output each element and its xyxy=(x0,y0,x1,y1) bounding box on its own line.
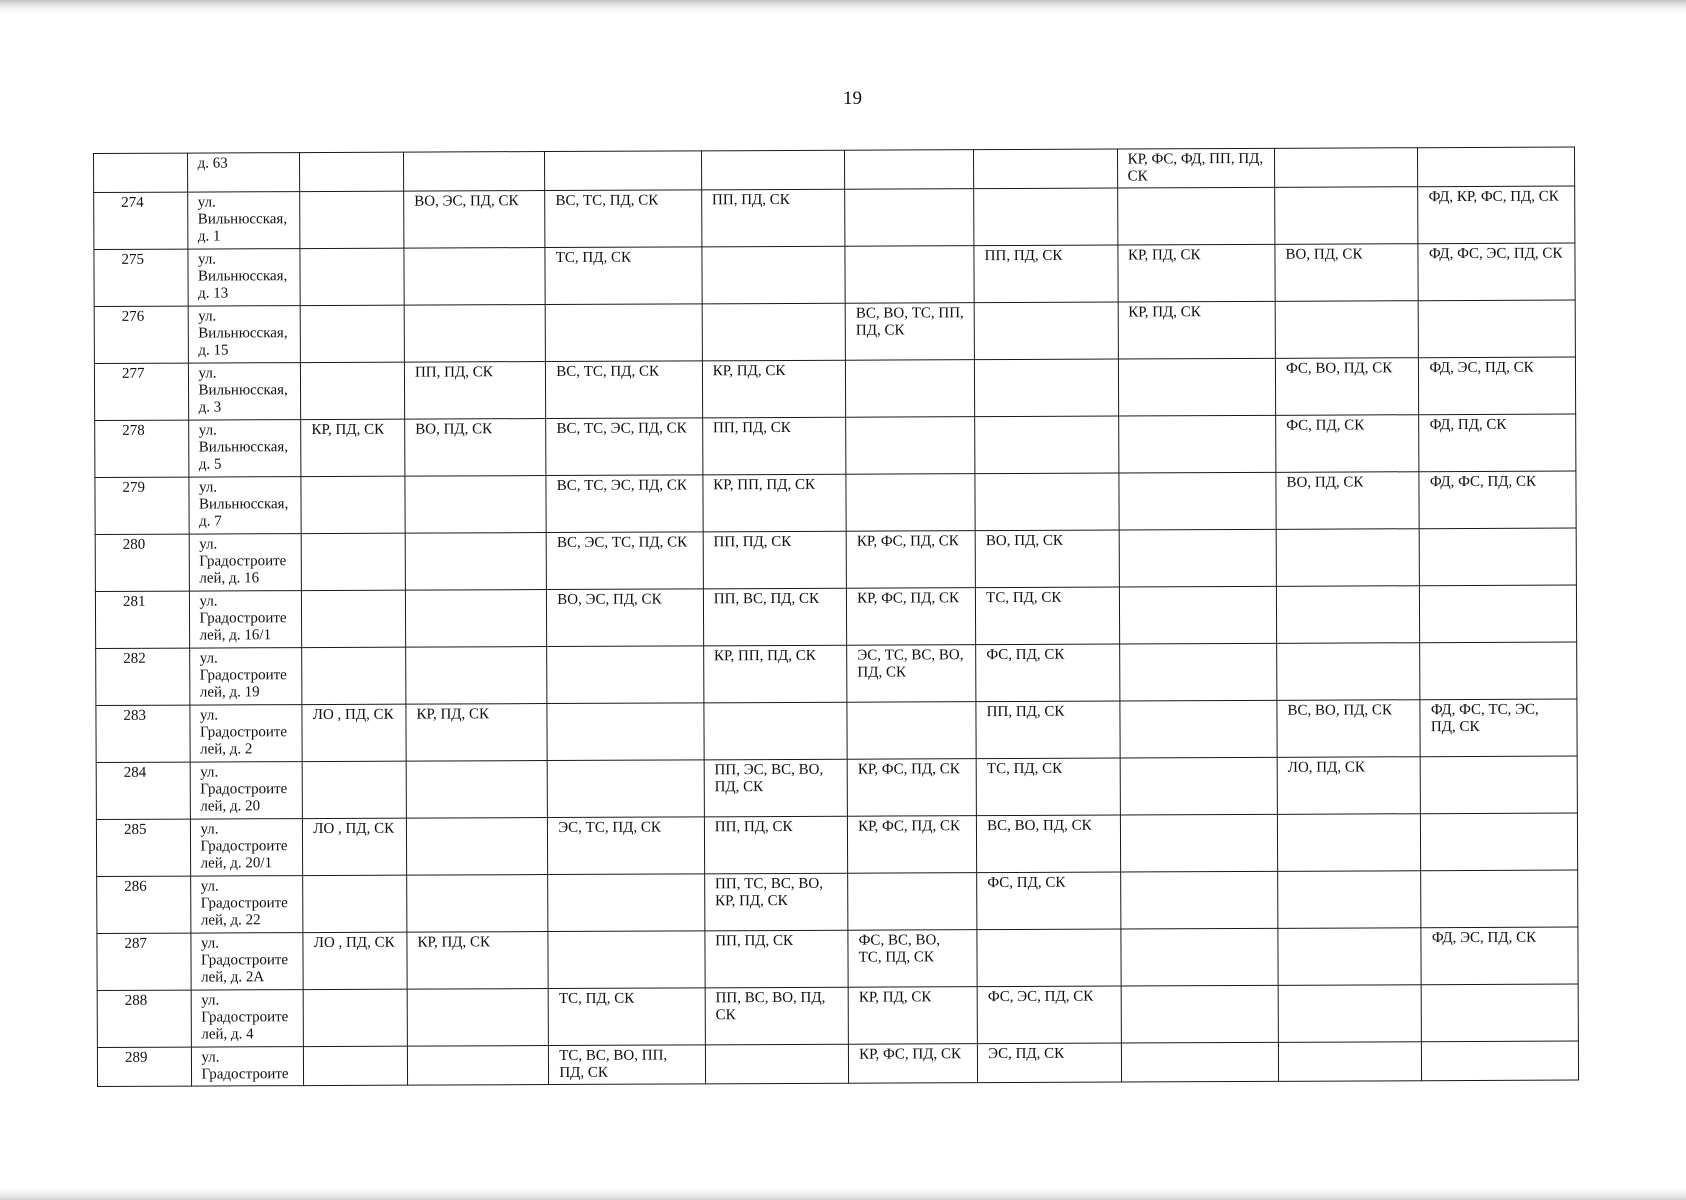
work-cell: КР, ПД, СК xyxy=(702,360,846,418)
work-cell: ВС, ТС, ЭС, ПД, СК xyxy=(546,475,703,533)
work-cell xyxy=(1121,985,1279,1043)
table-row xyxy=(95,585,1576,648)
work-cell: ПП, ПД, СК xyxy=(404,362,546,420)
work-cell xyxy=(975,359,1119,417)
work-cell xyxy=(846,474,975,532)
address-cell: ул. Вильнюсская, д. 3 xyxy=(188,363,301,420)
work-cell xyxy=(704,702,848,760)
work-cell xyxy=(404,305,546,363)
work-cell: ЛО , ПД, СК xyxy=(302,704,406,761)
table-row xyxy=(96,756,1577,819)
work-cell xyxy=(845,246,974,304)
work-cell: КР, ФС, ПД, СК xyxy=(849,1044,978,1084)
work-cell xyxy=(406,818,548,876)
work-cell: ВС, ТС, ПД, СК xyxy=(545,190,702,248)
work-cell xyxy=(1120,814,1278,872)
work-cell: КР, ПД, СК xyxy=(301,419,405,476)
work-cell xyxy=(547,760,704,818)
work-cell: ЛО , ПД, СК xyxy=(303,932,407,989)
address-cell: ул. Вильнюсская, д. 13 xyxy=(187,249,300,306)
work-cell: ВО, ПД, СК xyxy=(975,530,1119,588)
work-cell xyxy=(1278,1042,1421,1082)
table-body xyxy=(94,147,1579,1086)
row-number-cell: 274 xyxy=(94,192,188,249)
work-cell: ПП, ПД, СК xyxy=(704,816,848,874)
work-cell xyxy=(407,989,549,1047)
work-cell: ФС, ПД, СК xyxy=(976,644,1120,702)
work-cell: ВС, ЭС, ТС, ПД, СК xyxy=(546,532,703,590)
work-cell: КР, ПД, СК xyxy=(1117,244,1275,302)
work-cell xyxy=(1119,643,1277,701)
work-cell: ПП, ЭС, ВС, ВО, ПД, СК xyxy=(704,759,848,817)
work-cell: КР, ФС, ФД, ПП, ПД, СК xyxy=(1117,148,1275,188)
work-cell: ФС, ЭС, ПД, СК xyxy=(977,986,1121,1044)
work-cell xyxy=(404,248,546,306)
table-row xyxy=(96,642,1577,705)
address-cell: ул. Градостроителей, д. 2 xyxy=(189,705,302,762)
work-cell xyxy=(846,360,975,418)
row-number-cell: 279 xyxy=(95,477,189,534)
table-row xyxy=(95,528,1576,591)
work-cell: КР, ФС, ПД, СК xyxy=(848,816,977,874)
row-number-cell: 288 xyxy=(97,990,191,1047)
table-row xyxy=(94,357,1575,420)
work-cell: ЭС, ТС, ПД, СК xyxy=(548,817,705,875)
row-number-cell: 289 xyxy=(97,1047,191,1086)
work-cell xyxy=(406,761,548,819)
work-cell xyxy=(977,929,1121,987)
work-cell xyxy=(302,647,406,704)
work-cell xyxy=(845,189,974,247)
work-cell xyxy=(300,248,404,305)
work-cell: ПП, ВС, ВО, ПД, СК xyxy=(705,987,849,1045)
work-cell xyxy=(974,149,1117,189)
work-cell xyxy=(705,1044,848,1084)
work-cell xyxy=(702,303,846,361)
work-cell: ПП, ПД, СК xyxy=(976,701,1120,759)
work-cell: ВС, ВО, ТС, ПП, ПД, СК xyxy=(845,303,974,361)
address-cell: ул. Вильнюсская, д. 1 xyxy=(187,192,300,249)
work-cell: КР, ПД, СК xyxy=(1118,301,1276,359)
table-row xyxy=(95,414,1576,477)
address-cell: д. 63 xyxy=(187,153,300,192)
work-cell: ВО, ЭС, ПД, СК xyxy=(547,589,704,647)
scan-edge-bottom xyxy=(0,1188,1686,1200)
work-cell xyxy=(547,646,704,704)
work-cell xyxy=(1421,756,1578,814)
work-cell: ВС, ВО, ПД, СК xyxy=(977,815,1121,873)
work-cell xyxy=(303,875,407,932)
table-row xyxy=(97,870,1578,933)
work-cell xyxy=(1120,757,1278,815)
work-cell xyxy=(1118,472,1276,530)
address-cell: ул. Градостроителей, д. 16 xyxy=(189,534,302,591)
work-cell xyxy=(407,875,549,933)
address-cell: ул. Вильнюсская, д. 15 xyxy=(188,306,301,363)
work-cell xyxy=(1117,187,1275,245)
work-cell: ТС, ПД, СК xyxy=(976,758,1120,816)
work-cell: ФД, КР, ФС, ПД, СК xyxy=(1418,186,1575,244)
work-cell xyxy=(405,590,547,648)
work-cell xyxy=(1275,187,1419,245)
work-cell: ФС, ВО, ПД, СК xyxy=(1275,358,1419,416)
work-cell xyxy=(1421,813,1578,871)
work-cell xyxy=(845,150,974,190)
work-cell xyxy=(846,417,975,475)
work-cell xyxy=(974,302,1118,360)
work-cell: ВС, ВО, ПД, СК xyxy=(1277,700,1421,758)
work-cell xyxy=(303,989,407,1046)
work-cell xyxy=(1420,528,1577,586)
work-cell: КР, ФС, ПД, СК xyxy=(847,588,976,646)
work-cell xyxy=(1276,529,1420,587)
address-cell: ул. Вильнюсская, д. 5 xyxy=(188,420,301,477)
row-number-cell: 281 xyxy=(95,591,189,648)
schedule-table xyxy=(93,147,1579,1087)
work-cell xyxy=(300,191,404,248)
row-number-cell: 282 xyxy=(96,648,190,705)
work-cell xyxy=(1278,871,1422,929)
page-number: 19 xyxy=(843,88,862,109)
work-cell: ФД, ПД, СК xyxy=(1419,414,1576,472)
work-cell xyxy=(1277,643,1421,701)
table-row xyxy=(94,300,1575,363)
work-cell: КР, ПД, СК xyxy=(406,704,548,762)
work-cell: ФД, ФС, ПД, СК xyxy=(1419,471,1576,529)
work-cell: КР, ПП, ПД, СК xyxy=(703,474,847,532)
work-cell: ФД, ЭС, ПД, СК xyxy=(1419,357,1576,415)
address-cell: ул. Градостроителей, д. 16/1 xyxy=(189,591,302,648)
row-number-cell: 277 xyxy=(94,363,188,420)
work-cell xyxy=(1275,148,1418,188)
work-cell: ПП, ПД, СК xyxy=(701,189,845,247)
row-number-cell: 280 xyxy=(95,534,189,591)
work-cell xyxy=(300,152,404,191)
work-cell: ВС, ТС, ЭС, ПД, СК xyxy=(546,418,703,476)
work-cell xyxy=(1120,871,1278,929)
work-cell xyxy=(1418,147,1575,187)
work-cell xyxy=(407,1046,548,1086)
work-cell: ВО, ПД, СК xyxy=(1276,472,1420,530)
table-row xyxy=(97,927,1578,990)
work-cell xyxy=(975,473,1119,531)
table-row xyxy=(94,186,1575,249)
address-cell: ул. Градостроите xyxy=(191,1047,304,1086)
work-cell xyxy=(548,931,705,989)
table-row xyxy=(96,699,1577,762)
row-number-cell: 285 xyxy=(96,819,190,876)
row-number-cell: 284 xyxy=(96,762,190,819)
work-cell: ФС, ПД, СК xyxy=(1276,415,1420,473)
work-cell xyxy=(702,246,846,304)
work-cell: ПП, ПД, СК xyxy=(974,245,1118,303)
work-cell: ЛО, ПД, СК xyxy=(1277,757,1421,815)
work-cell: КР, ПД, СК xyxy=(848,987,977,1045)
address-cell: ул. Градостроителей, д. 4 xyxy=(191,990,304,1047)
work-cell: ПП, ТС, ВС, ВО, КР, ПД, СК xyxy=(704,873,848,931)
work-cell xyxy=(1420,585,1577,643)
work-cell xyxy=(1119,529,1277,587)
work-cell xyxy=(301,476,405,533)
work-cell xyxy=(1278,928,1422,986)
work-cell xyxy=(304,1046,408,1085)
work-cell xyxy=(545,304,702,362)
address-cell: ул. Градостроителей, д. 19 xyxy=(189,648,302,705)
work-cell xyxy=(1120,928,1278,986)
work-cell xyxy=(548,874,705,932)
work-cell xyxy=(301,533,405,590)
work-cell xyxy=(547,703,704,761)
address-cell: ул. Градостроителей, д. 20 xyxy=(190,762,303,819)
work-cell xyxy=(1118,358,1276,416)
work-cell: КР, ПП, ПД, СК xyxy=(703,645,847,703)
work-cell xyxy=(301,362,405,419)
row-number-cell: 276 xyxy=(94,306,188,363)
work-cell xyxy=(701,150,844,190)
work-cell: ТС, ВС, ВО, ПП, ПД, СК xyxy=(549,1045,706,1085)
work-cell: ТС, ПД, СК xyxy=(545,247,702,305)
work-cell xyxy=(1422,984,1579,1042)
work-cell: ВО, ПД, СК xyxy=(1275,244,1419,302)
work-cell xyxy=(1275,301,1419,359)
table-row xyxy=(94,147,1575,192)
work-cell: ТС, ПД, СК xyxy=(548,988,705,1046)
work-cell xyxy=(405,533,547,591)
row-number-cell xyxy=(94,153,188,192)
work-cell: ВО, ЭС, ПД, СК xyxy=(404,191,546,249)
work-cell xyxy=(1276,586,1420,644)
work-cell xyxy=(1277,814,1421,872)
table-row xyxy=(94,243,1575,306)
work-cell xyxy=(403,152,544,192)
work-cell: КР, ПД, СК xyxy=(407,932,549,990)
work-cell xyxy=(1421,870,1578,928)
scan-edge-top xyxy=(0,0,1686,14)
work-cell xyxy=(974,188,1118,246)
table-row xyxy=(97,984,1578,1047)
work-cell xyxy=(1422,1041,1579,1081)
work-cell xyxy=(302,590,406,647)
work-cell: КР, ФС, ПД, СК xyxy=(847,759,976,817)
row-number-cell: 283 xyxy=(96,705,190,762)
work-cell: КР, ФС, ПД, СК xyxy=(846,531,975,589)
work-cell xyxy=(848,873,977,931)
work-cell xyxy=(1278,985,1422,1043)
table-row xyxy=(96,813,1577,876)
work-cell: ФС, ПД, СК xyxy=(977,872,1121,930)
work-cell xyxy=(300,305,404,362)
work-cell xyxy=(1118,415,1276,473)
work-cell: ПП, ПД, СК xyxy=(702,417,846,475)
work-cell: ЭС, ТС, ВС, ВО, ПД, СК xyxy=(847,645,976,703)
work-cell xyxy=(847,702,976,760)
work-cell: ВС, ТС, ПД, СК xyxy=(546,361,703,419)
address-cell: ул. Градостроителей, д. 2А xyxy=(190,933,303,990)
row-number-cell: 286 xyxy=(97,876,191,933)
work-cell: ФС, ВС, ВО, ТС, ПД, СК xyxy=(848,930,977,988)
work-cell: ЛО , ПД, СК xyxy=(303,818,407,875)
work-cell: ФД, ФС, ТС, ЭС, ПД, СК xyxy=(1420,699,1577,757)
work-cell xyxy=(1420,642,1577,700)
work-cell xyxy=(405,476,547,534)
work-cell: ФД, ФС, ЭС, ПД, СК xyxy=(1418,243,1575,301)
address-cell: ул. Градостроителей, д. 20/1 xyxy=(190,819,303,876)
work-cell xyxy=(406,647,548,705)
address-cell: ул. Градостроителей, д. 22 xyxy=(190,876,303,933)
work-cell: ПП, ПД, СК xyxy=(705,930,849,988)
work-cell: ПП, ПД, СК xyxy=(703,531,847,589)
table-row xyxy=(95,471,1576,534)
work-cell: ТС, ПД, СК xyxy=(976,587,1120,645)
row-number-cell: 278 xyxy=(95,420,189,477)
work-cell xyxy=(1419,300,1576,358)
work-cell xyxy=(545,151,702,191)
table-row xyxy=(97,1041,1578,1086)
work-cell xyxy=(1119,700,1277,758)
work-cell xyxy=(1121,1042,1279,1082)
work-cell: ПП, ВС, ПД, СК xyxy=(703,588,847,646)
address-cell: ул. Вильнюсская, д. 7 xyxy=(188,477,301,534)
work-cell: ЭС, ПД, СК xyxy=(978,1043,1121,1083)
work-cell xyxy=(302,761,406,818)
row-number-cell: 275 xyxy=(94,249,188,306)
row-number-cell: 287 xyxy=(97,933,191,990)
work-cell xyxy=(1119,586,1277,644)
work-cell xyxy=(975,416,1119,474)
work-cell: ВО, ПД, СК xyxy=(405,419,547,477)
work-cell: ФД, ЭС, ПД, СК xyxy=(1421,927,1578,985)
